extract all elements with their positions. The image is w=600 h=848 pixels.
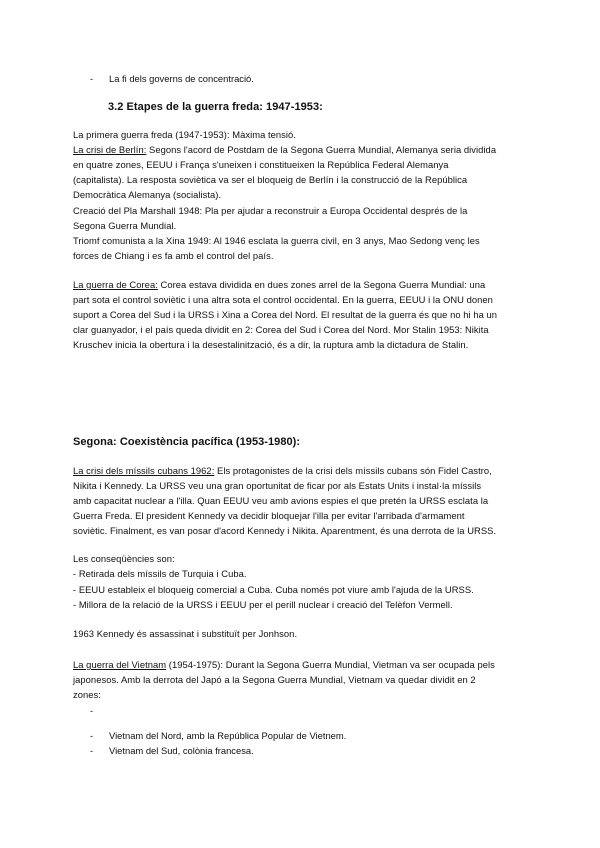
paragraph-line: (capitalista). La resposta soviètica va ser el bloqueig de Berlín i la construcció de la República [73,174,468,185]
paragraph-line: soviètic. Finalment, es van posar d'acord Kennedy i Nikita. Aparentment, és una derrota de la URSS. [73,525,497,536]
paragraph-line: en quatre zones, EEUU i França s'uneixen i constitueixen la República Federal Alemanya [73,159,449,170]
paragraph-line: suport a Corea del Sud i la URSS i Xina a Corea del Nord. El resultat de la guerra és que no hi ha un [73,309,498,320]
paragraph-line [73,279,485,291]
paragraph-text: Els protagonistes de la crisi dels míssils cubans són Fidel Castro, [214,465,492,476]
paragraph-line: part sota el control soviètic i una altra sota el control occidental. En la guerra, EEUU i la ONU donen [73,294,493,305]
paragraph-line: forces de Chiang i es fa amb el control del país. [73,250,274,261]
topic-label: La crisi de Berlín: [73,144,147,155]
paragraph-line: Creació del Pla Marshall 1948: Pla per ajudar a reconstruir a Europa Occidental després de la [73,205,468,216]
paragraph-line: japonesos. Amb la derrota del Japó a la Segona Guerra Mundial, Vietnam va quedar dividit en 2 [73,674,476,685]
topic-label: La guerra de Corea: [73,279,158,290]
paragraph-line: Guerra Freda. El president Kennedy va decidir bloquejar l'illa per evitar l'arribada d'armament [73,510,465,521]
bullet-marker: - [90,705,94,716]
paragraph-text: Segons l'acord de Postdam de la Segona Guerra Mundial, Alemanya seria dividida [146,144,497,155]
paragraph-line [73,659,495,671]
list-item: - EEUU estableix el bloqueig comercial a Cuba. Cuba només pot viure amb l'ajuda de la URSS. [73,584,474,595]
topic-label: La crisi dels míssils cubans 1962: [73,465,215,476]
paragraph-line: Triomf comunista a la Xina 1949: Al 1946 esclata la guerra civil, en 3 anys, Mao Sedong venç les [73,235,480,246]
bullet-marker: - [90,745,94,756]
paragraph-line: zones: [73,689,101,700]
paragraph-line: Les conseqüències son: [73,553,175,564]
bullet-text: La fi dels governs de concentració. [109,73,254,84]
paragraph-line: Segona Guerra Mundial. [73,220,177,231]
list-item: - Millora de la relació de la URSS i EEUU per el perill nuclear i creació del Telèfon Vermell. [73,599,453,610]
paragraph-line: La primera guerra freda (1947-1953): Màxima tensió. [73,129,296,140]
bullet-text: Vietnam del Nord, amb la República Popular de Vietnem. [109,730,347,741]
paragraph-line: Democràtica Alemanya (socialista). [73,189,222,200]
paragraph-line: 1963 Kennedy és assassinat i substituït per Jonhson. [73,628,298,639]
section-heading: Segona: Coexistència pacífica (1953-1980): [73,436,301,448]
section-heading: 3.2 Etapes de la guerra freda: 1947-1953: [108,101,323,113]
paragraph-line [73,144,496,156]
bullet-marker: - [90,730,94,741]
list-item: - Retirada dels míssils de Turquia i Cuba. [73,568,247,579]
paragraph-line [73,465,492,477]
paragraph-text: (1954-1975): Durant la Segona Guerra Mundial, Vietman va ser ocupada pels [166,659,495,670]
topic-label: La guerra del Vietnam [73,659,167,670]
paragraph-line: Kruschev inicia la obertura i la desestalinització, és a dir, la ruptura amb la dictadura de Stalin. [73,339,469,350]
paragraph-line: Nikita i Kennedy. La URSS veu una gran oportunitat de ficar por als Estats Units i instal·la míssils [73,480,482,491]
paragraph-line: amb capacitat nuclear a l'illa. Quan EEUU veu amb avions espies el que pretén la URSS esclata la [73,495,489,506]
paragraph-text: Corea estava dividida en dues zones arrel de la Segona Guerra Mundial: una [157,279,486,290]
bullet-text: Vietnam del Sud, colònia francesa. [109,745,254,756]
paragraph-line: clar guanyador, i el país queda dividit en 2: Corea del Sud i Corea del Nord. Mor Stalin 1953: Nikita [73,324,489,335]
bullet-marker: - [90,73,94,84]
